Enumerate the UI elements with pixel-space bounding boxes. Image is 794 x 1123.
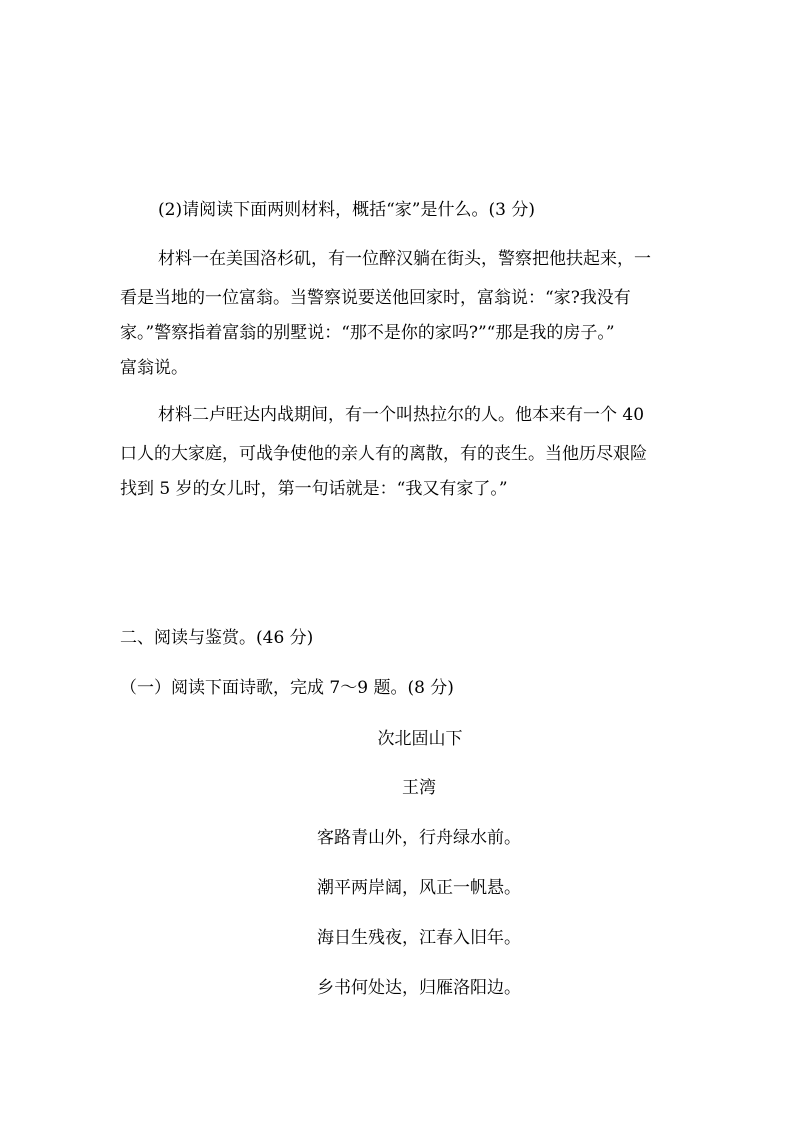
poem-line: 客路青山外，行舟绿水前。 xyxy=(317,828,521,848)
poem-line: 乡书何处达，归雁洛阳边。 xyxy=(317,978,521,998)
material-1-line: 富翁说。 xyxy=(120,358,188,378)
material-2-line: 口人的大家庭，可战争使他的亲人有的离散，有的丧生。当他历尽艰险 xyxy=(120,444,647,464)
material-2-line: 找到 5 岁的女儿时，第一句话就是：“我又有家了。” xyxy=(120,479,508,499)
poem-line: 潮平两岸阔，风正一帆悬。 xyxy=(317,878,521,898)
poem-line: 海日生残夜，江春入旧年。 xyxy=(317,928,521,948)
section-2-heading: 二、阅读与鉴赏。(46 分) xyxy=(120,628,314,648)
poem-author: 王湾 xyxy=(402,778,436,798)
section-2-subheading: （一）阅读下面诗歌，完成 7～9 题。(8 分) xyxy=(120,678,454,698)
question-2-prompt: (2)请阅读下面两则材料，概括“家”是什么。(3 分) xyxy=(158,200,535,220)
material-2-line: 材料二卢旺达内战期间，有一个叫热拉尔的人。他本来有一个 40 xyxy=(158,405,645,425)
poem-title: 次北固山下 xyxy=(377,729,463,749)
material-1-line: 材料一在美国洛杉矶，有一位醉汉躺在街头，警察把他扶起来，一 xyxy=(158,249,651,269)
material-1-line: 看是当地的一位富翁。当警察说要送他回家时，富翁说：“家?我没有 xyxy=(120,288,631,308)
material-1-line: 家。”警察指着富翁的别墅说：“那不是你的家吗?”“那是我的房子。” xyxy=(120,323,615,343)
